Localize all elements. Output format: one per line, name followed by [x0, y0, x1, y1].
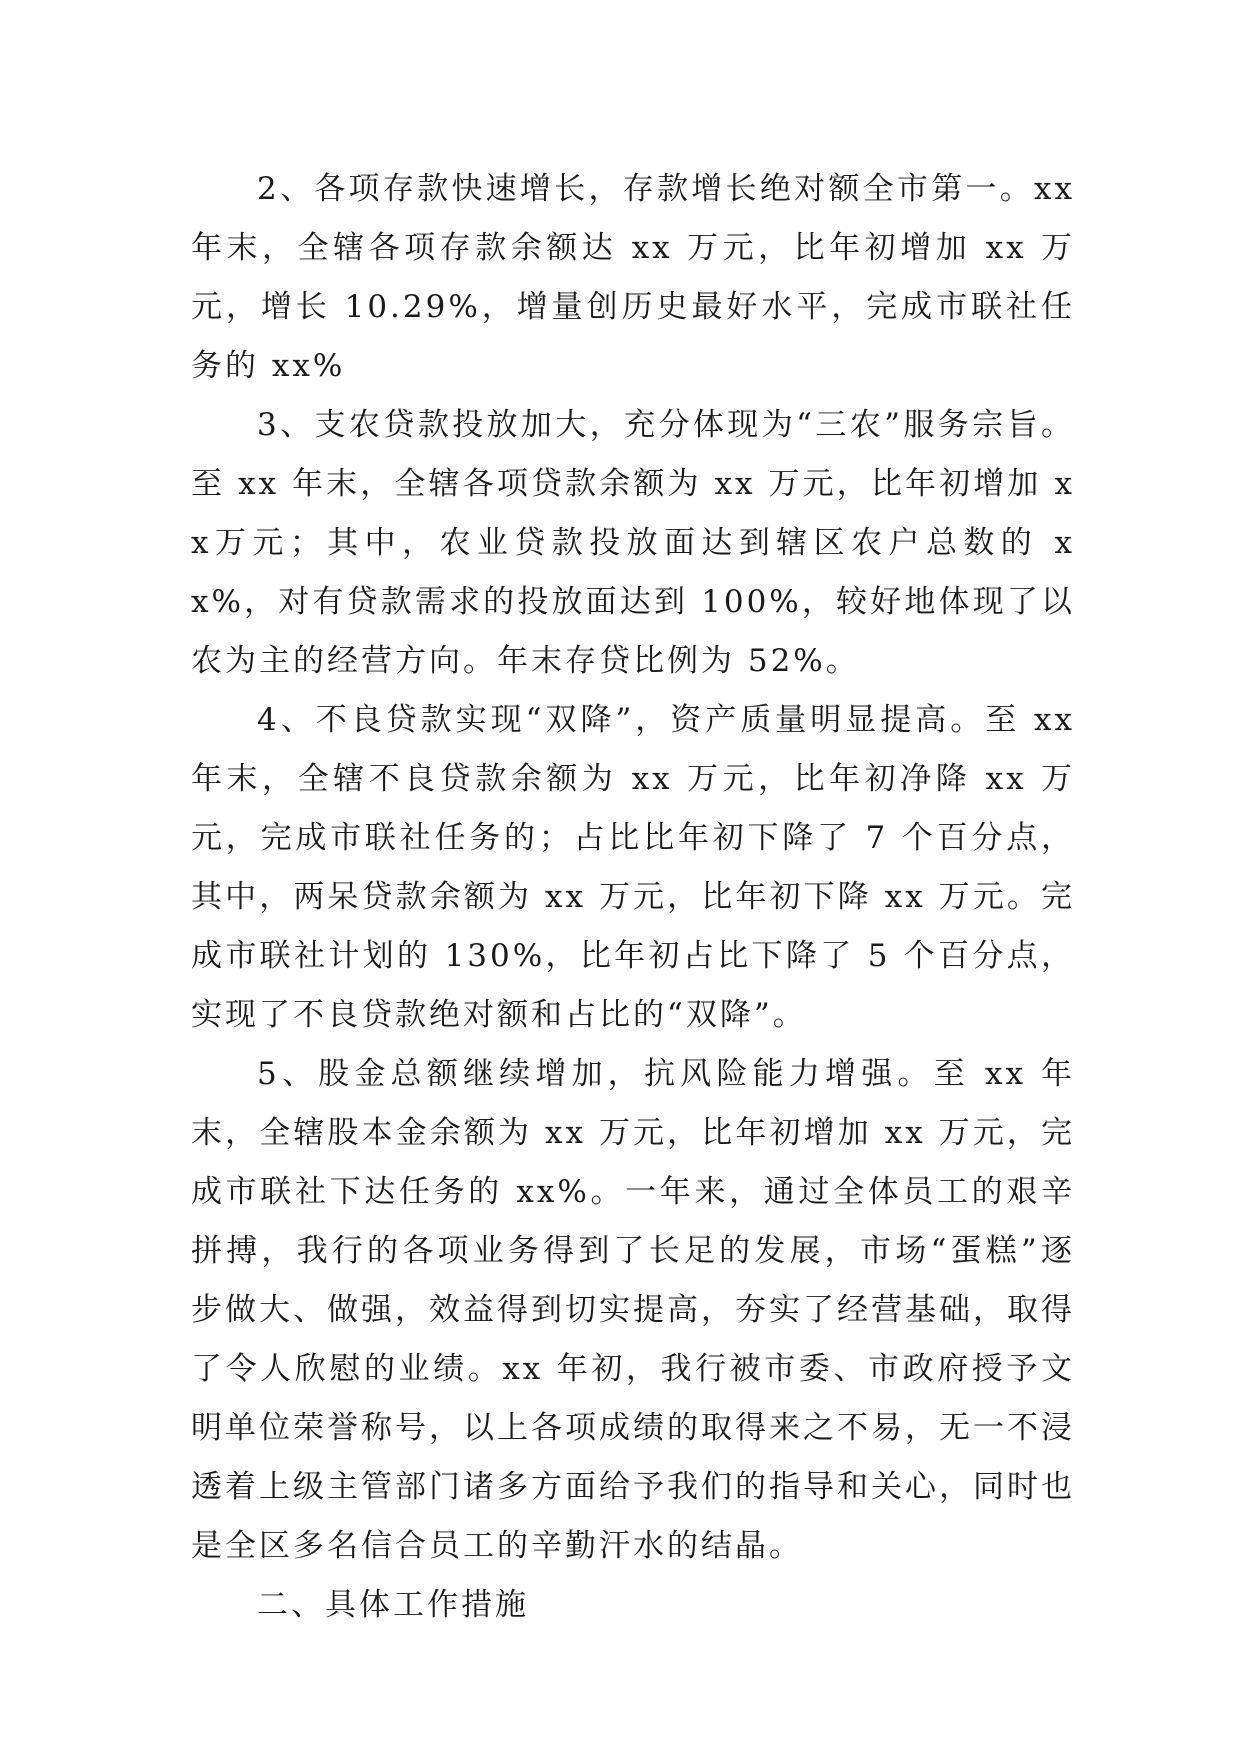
paragraph-share-capital: 5、股金总额继续增加，抗风险能力增强。至 xx 年末，全辖股本金余额为 xx 万元，比年初增加 xx 万元，完成市联社下达任务的 xx%。一年来，通过全体员工的艰辛拼搏，我行的各项业务得到了长足的发展，市场“蛋糕”逐步做大、做强，效益得到切实提高，夯实了经营基础，取得了令人欣慰的业绩。xx 年初，我行被市委、市政府授予文明单位荣誉称号，以上各项成绩的取得来之不易，无一不浸透着上级主管部门诸多方面给予我们的指导和关心，同时也是全区多名信合员工的辛勤汗水的结晶。 [191, 1056, 1075, 1564]
document-page [191, 160, 1075, 1635]
section-heading-work-measures: 二、具体工作措施 [257, 1587, 529, 1623]
paragraph-nonperforming-loans: 4、不良贷款实现“双降”，资产质量明显提高。至 xx年末，全辖不良贷款余额为 xx 万元，比年初净降 xx 万元，完成市联社任务的；占比比年初下降了 7 个百分点，其中，两呆贷款余额为 xx 万元，比年初下降 xx 万元。完成市联社计划的 130%，比年初占比下降了 5 个百分点，实现了不良贷款绝对额和占比的“双降”。 [191, 702, 1075, 1033]
paragraph-agricultural-loans: 3、支农贷款投放加大，充分体现为“三农”服务宗旨。至 xx 年末，全辖各项贷款余额为 xx 万元，比年初增加 xx万元；其中，农业贷款投放面达到辖区农户总数的 xx%，对有贷款需求的投放面达到 100%，较好地体现了以农为主的经营方向。年末存贷比例为 52%。 [191, 407, 1075, 679]
paragraph-deposit-growth: 2、各项存款快速增长，存款增长绝对额全市第一。xx年末，全辖各项存款余额达 xx 万元，比年初增加 xx 万元，增长 10.29%，增量创历史最好水平，完成市联社任务的 xx% [191, 171, 1075, 384]
